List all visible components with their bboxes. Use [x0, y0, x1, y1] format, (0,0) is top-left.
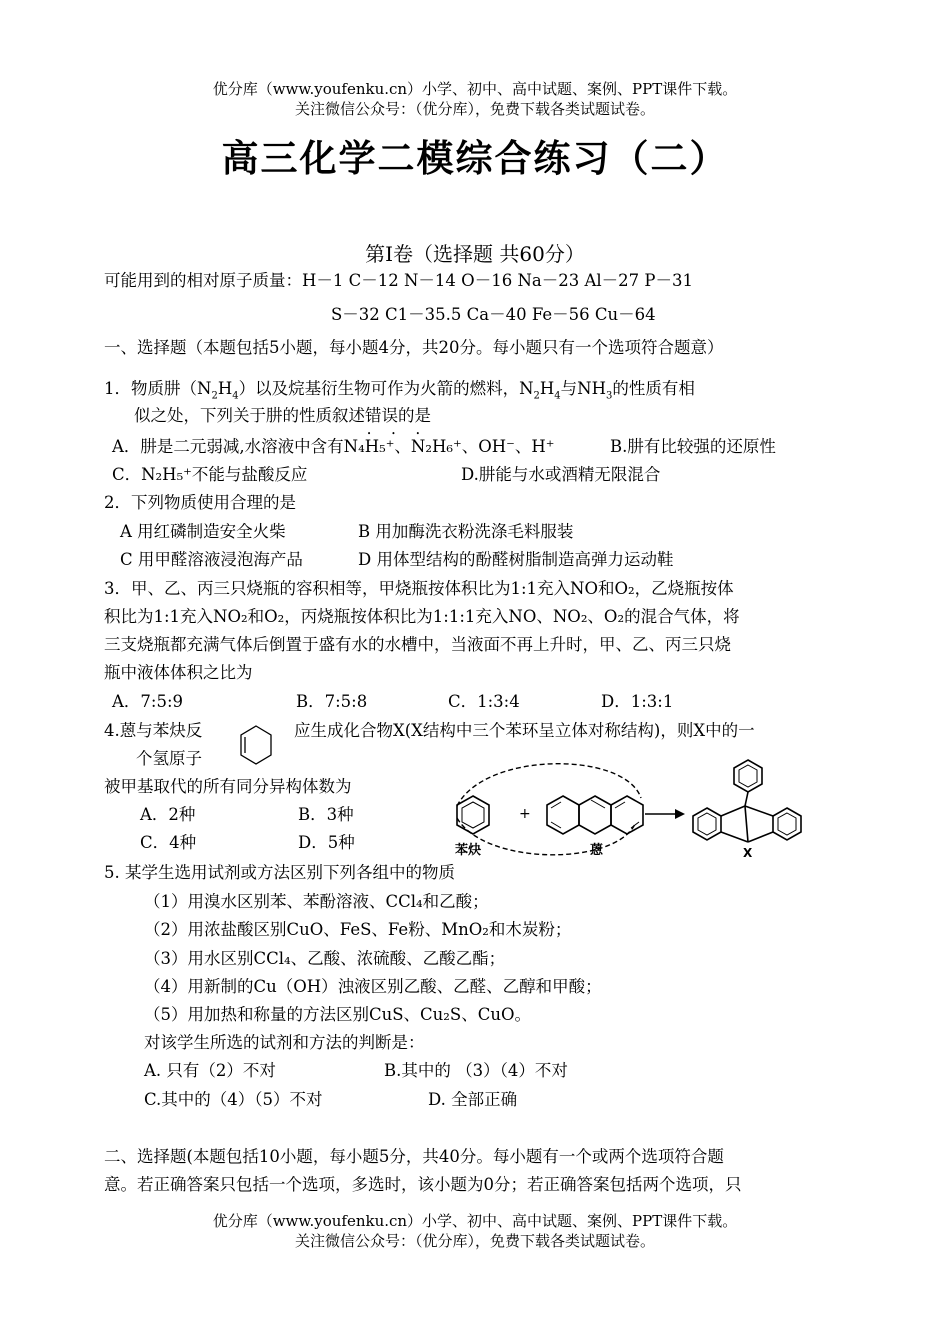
q5-judge: 对该学生所选的试剂和方法的判断是： — [144, 1033, 425, 1052]
volume-heading: 第Ⅰ卷（选择题 共60分） — [365, 242, 585, 266]
q2-option-c: C 用甲醛溶液浸泡海产品 — [120, 550, 303, 569]
q4-option-c: C．4种 — [140, 833, 197, 852]
compound-x-structure — [693, 760, 801, 842]
q4-option-a: A．2种 — [140, 805, 196, 824]
q1-option-a: A．肼是二元弱减,水溶液中含有N₄H₅⁺、N₂H₆⁺、OH⁻、H⁺ — [112, 437, 555, 456]
q2-option-b: B 用加酶洗衣粉洗涤毛料服装 — [358, 522, 574, 541]
q1-option-c: C．N₂H₅⁺不能与盐酸反应 — [112, 465, 308, 484]
q1-option-b: B.肼有比较强的还原性 — [610, 437, 776, 456]
q2-option-a: A 用红磷制造安全火柴 — [120, 522, 286, 541]
q4-line-1b: 应生成化合物X(X结构中三个苯环呈立体对称结构)，则X中的一 — [294, 721, 755, 740]
q5-option-b: B.其中的 （3）（4）不对 — [384, 1061, 568, 1080]
page-title: 高三化学二模综合练习（二） — [221, 137, 729, 180]
q5-item-4: （4）用新制的Cu（OH）浊液区别乙酸、乙醛、乙醇和甲酸； — [144, 977, 602, 996]
q2-option-d: D 用体型结构的酚醛树脂制造高弹力运动鞋 — [358, 550, 674, 569]
q5-option-d: D. 全部正确 — [428, 1090, 518, 1109]
benzyne-structure — [457, 796, 489, 834]
footer-line-1: 优分库（www.youfenku.cn）小学、初中、高中试题、案例、PPT课件下载。 — [212, 1212, 738, 1230]
q5-item-5: （5）用加热和称量的方法区别CuS、Cu₂S、CuO。 — [144, 1005, 532, 1024]
anthracene-structure — [547, 796, 643, 834]
q5-option-c: C.其中的（4）（5）不对 — [144, 1090, 323, 1109]
footer-line-2: 关注微信公众号：（优分库），免费下载各类试题试卷。 — [294, 1232, 655, 1250]
q1-stem-line-1: 1．物质肼$(N_2H_4)$以及烷基衍生物可作为火箭的燃料，$N_2H_4$与$NH_3$的性质有相 — [104, 379, 695, 402]
q4-line-2: 个氢原子 — [136, 749, 202, 768]
label-benzyne: 苯炔 — [455, 843, 482, 858]
label-anthracene: 蒽 — [590, 843, 604, 858]
q1-emphasis: 错误的 • • • — [365, 406, 415, 425]
q2-stem: 2．下列物质使用合理的是 — [104, 493, 296, 512]
q1-stem-line-2: 似之处，下列关于肼的性质叙述错误的 • • •是 — [134, 405, 431, 427]
section-2-line-2: 意。若正确答案只包括一个选项，多选时，该小题为0分；若正确答案包括两个选项，只 — [104, 1175, 742, 1194]
section-1-heading: 一、选择题（本题包括5小题，每小题4分，共20分。每小题只有一个选项符合题意） — [104, 338, 724, 357]
q3-line-3: 三支烧瓶都充满气体后倒置于盛有水的水槽中，当液面不再上升时，甲、乙、丙三只烧 — [104, 635, 731, 654]
atomic-masses-line-2: S－32 C1－35.5 Ca－40 Fe－56 Cu－64 — [331, 305, 656, 324]
q5-stem: 5. 某学生选用试剂或方法区别下列各组中的物质 — [104, 863, 455, 882]
label-x: X — [743, 846, 753, 860]
header-line-2: 关注微信公众号：（优分库），免费下载各类试题试卷。 — [294, 100, 655, 118]
q4-option-d: D．5种 — [298, 833, 355, 852]
header-line-1: 优分库（www.youfenku.cn）小学、初中、高中试题、案例、PPT课件下载。 — [212, 80, 738, 98]
q4-line-1a: 4.蒽与苯炔反 — [104, 721, 203, 740]
q3-line-2: 积比为1:1充入NO₂和O₂，丙烧瓶按体积比为1:1:1充入NO、NO₂、O₂的混合气体，将 — [104, 607, 740, 626]
q1-option-d: D.肼能与水或酒精无限混合 — [461, 465, 661, 484]
q4-option-b: B．3种 — [298, 805, 354, 824]
q5-option-a: A. 只有（2）不对 — [144, 1061, 276, 1080]
reaction-diagram — [445, 756, 815, 860]
q3-line-4: 瓶中液体体积之比为 — [104, 663, 253, 682]
q3-option-c: C．1:3:4 — [448, 692, 520, 711]
q3-option-a: A．7:5:9 — [112, 692, 184, 711]
plus-sign: + — [519, 806, 531, 822]
benzyne-inline-icon — [236, 722, 276, 772]
q3-option-d: D．1:3:1 — [601, 692, 674, 711]
section-2-line-1: 二、选择题(本题包括10小题，每小题5分，共40分。每小题有一个或两个选项符合题 — [104, 1147, 724, 1166]
q3-option-b: B．7:5:8 — [296, 692, 368, 711]
q5-item-3: （3）用水区别CCl₄、乙酸、浓硫酸、乙酸乙酯； — [144, 949, 506, 968]
q5-item-2: （2）用浓盐酸区别CuO、FeS、Fe粉、MnO₂和木炭粉； — [144, 920, 572, 939]
q4-line-3: 被甲基取代的所有同分异构体数为 — [104, 777, 352, 796]
atomic-masses-line-1: 可能用到的相对原子质量：H－1 C－12 N－14 O－16 Na－23 Al－27 P－31 — [104, 271, 693, 290]
q5-item-1: （1）用溴水区别苯、苯酚溶液、CCl₄和乙酸； — [144, 892, 489, 911]
q3-line-1: 3．甲、乙、丙三只烧瓶的容积相等，甲烧瓶按体积比为1:1充入NO和O₂，乙烧瓶按体 — [104, 579, 734, 598]
